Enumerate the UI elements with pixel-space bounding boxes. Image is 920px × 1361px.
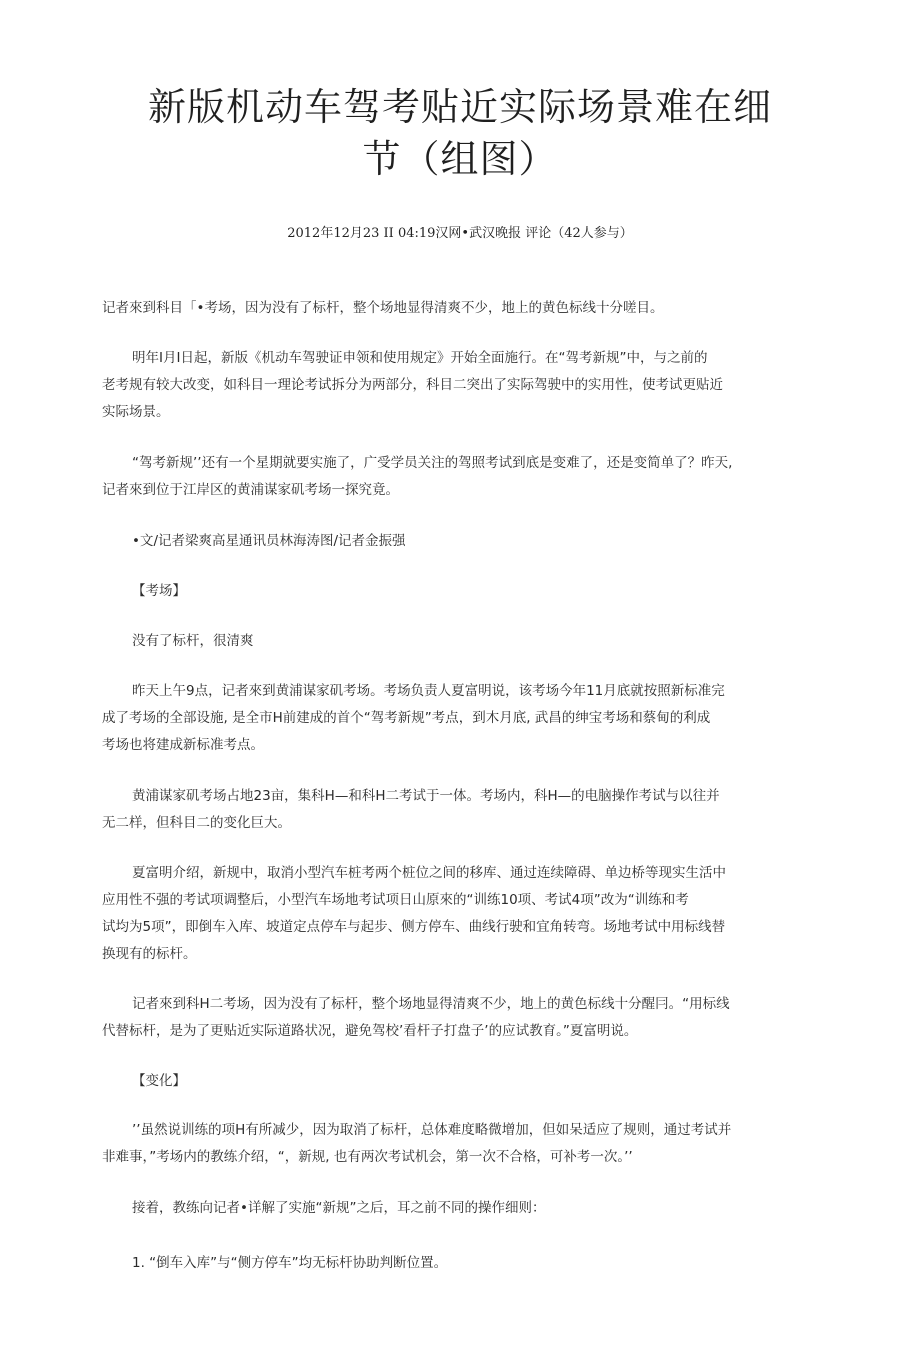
subheading-text: 没有了标杆，很清爽 <box>132 633 254 649</box>
paragraph-9-line-4: 换现有的标杆。 <box>102 946 197 962</box>
paragraph-10-line-2: 代替标杆，是为了更贴近实际道路状况，避免驾校’看杆子打盘子’的应试教育。”夏富明说。 <box>102 1023 638 1039</box>
article-meta: 2012年12月23 II 04:19汉网•武汉晚报 评论（42人参与） <box>287 226 633 241</box>
list-item-1-text: 1. “倒车入库”与“侧方停车”均无标杆协助判断位置。 <box>132 1255 448 1271</box>
paragraph-3 <box>102 450 802 504</box>
paragraph-10 <box>102 991 802 1045</box>
paragraph-3-line-2: 记者來到位于江岸区的黄浦谋家矶考场一探究竟。 <box>102 482 399 498</box>
paragraph-2-line-2: 老考规有较大改变，如科目一理论考试拆分为两部分，科目二突出了实际驾驶中的实用性，使考试更贴近 <box>102 377 723 393</box>
paragraph-12-line-1: ’’虽然说训练的项H有所减少，因为取消了标杆，总体难度略微增加，但如呆适应了规则，通过考试并 <box>132 1122 732 1138</box>
article-title-line-2: 节（组图） <box>362 137 558 181</box>
section-heading-changes <box>102 1068 802 1095</box>
section-heading-exam-site-text: 【考场】 <box>132 583 186 599</box>
paragraph-2-line-3: 实际场景。 <box>102 404 170 420</box>
paragraph-9-line-1: 夏富明介绍，新规中，取消小型汽车桩考两个桩位之间的移库、通过连续障碍、单边桥等现实生活中 <box>132 865 726 881</box>
paragraph-credits <box>102 528 802 555</box>
paragraph-2-line-1: 明年I月I日起，新版《机动车驾驶证申领和使用规定》开始全面施行。在“驾考新规”中，与之前的 <box>132 350 708 366</box>
list-item-1 <box>102 1250 802 1277</box>
paragraph-3-line-1: “驾考新规’’还有一个星期就要实施了，广受学员关注的驾照考试到底是变难了，还是变简单了？昨天, <box>132 455 733 471</box>
paragraph-2 <box>102 345 802 426</box>
paragraph-7-line-2: 成了考场的全部设施, 是全市H前建成的首个“驾考新规”考点，到木月底, 武昌的绅宝考场和蔡甸的利成 <box>102 710 711 726</box>
section-heading-exam-site <box>102 578 802 605</box>
paragraph-13 <box>102 1195 802 1222</box>
subheading <box>102 628 802 655</box>
paragraph-9-line-2: 应用性不强的考试项调整后，小型汽车场地考试项日山原來的“训练10项、考试4项”改为“训练和考 <box>102 892 689 908</box>
paragraph-10-line-1: 记者來到科H二考场，因为没有了标杆，整个场地显得清爽不少，地上的黄色标线十分醒冃。“用标线 <box>132 996 730 1012</box>
paragraph-8-line-1: 黄浦谋家矶考场占地23亩，集科H—和科H二考试于一体。考场内，科H—的电脑操作考试与以往并 <box>132 788 720 804</box>
paragraph-1 <box>102 295 802 322</box>
paragraph-7-line-1: 昨天上午9点，记者來到黄浦谋家矶考场。考场负责人夏富明说，该考场今年11月底就按照新标准完 <box>132 683 725 699</box>
paragraph-7-line-3: 考场也将建成新标准考点。 <box>102 737 264 753</box>
paragraph-13-line-1: 接着，教练向记者•详解了实施“新规”之后，耳之前不同的操作细则： <box>132 1200 546 1216</box>
paragraph-12 <box>102 1117 802 1171</box>
paragraph-12-line-2: 非难事，”考场内的教练介绍，“，新规, 也有两次考试机会，第一次不合格，可补考一次。’’ <box>102 1149 633 1165</box>
paragraph-8 <box>102 783 802 837</box>
paragraph-1-line-1: 记者來到科目「•考场，因为没有了标杆，整个场地显得清爽不少，地上的黄色标线十分嗟目。 <box>102 300 664 316</box>
credits-line: •文/记者梁爽高星通讯员林海涛图/记者金振强 <box>132 533 406 549</box>
paragraph-9-line-3: 试均为5项”，即倒车入库、坡道定点停车与起步、侧方停车、曲线行驶和宜角转弯。场地考试中用标线替 <box>102 919 726 935</box>
paragraph-9 <box>102 860 802 968</box>
section-heading-changes-text: 【变化】 <box>132 1073 186 1089</box>
paragraph-8-line-2: 无二样，但科目二的变化巨大。 <box>102 815 291 831</box>
article-title-line-1: 新版机动车驾考贴近实际场景难在细 <box>147 85 772 129</box>
paragraph-7 <box>102 678 802 759</box>
